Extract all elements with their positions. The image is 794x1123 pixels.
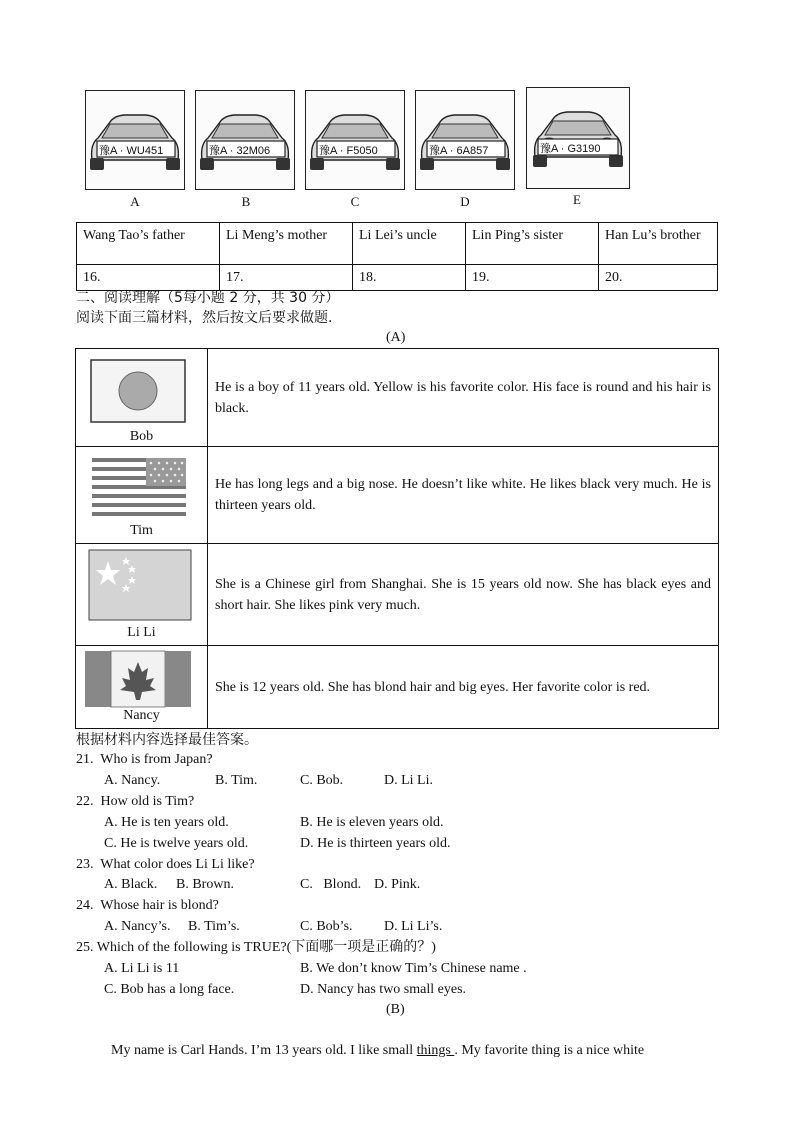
part-b-label: (B) (386, 1002, 405, 1017)
option[interactable]: B. We don’t know Tim’s Chinese name . (300, 961, 527, 976)
person-cell: Han Lu’s brother (599, 223, 718, 265)
profile-row (76, 349, 718, 447)
profile-name: Li Li (127, 625, 156, 640)
plate-d: 豫A · 6A857 (429, 145, 489, 157)
car-letter-a: A (130, 194, 140, 209)
person-cell: Wang Tao’s father (77, 223, 220, 265)
profile-name: Nancy (123, 708, 160, 723)
question-25: 25. Which of the following is TRUE?(下面哪一项是正确的？) (76, 940, 436, 955)
option[interactable]: D. Nancy has two small eyes. (300, 982, 467, 997)
plate-e: 豫A · G3190 (540, 143, 601, 155)
option[interactable]: B. Brown. (176, 877, 234, 892)
choose-prompt: 根据材料内容选择最佳答案。 (76, 732, 258, 748)
plate-b: 豫A · 32M06 (209, 145, 271, 157)
question-22: 22. How old is Tim? (76, 794, 195, 809)
instruction-text: 阅读下面三篇材料，然后按文后要求做题. (76, 310, 333, 326)
profile-name: Tim (130, 523, 153, 538)
passage-text: . My favorite thing is a nice white (454, 1043, 645, 1058)
profile-description: She is a Chinese girl from Shanghai. She is 15 years old now. She has black eyes and short hair. She likes pink very much. (215, 576, 711, 613)
option[interactable]: C. He is twelve years old. (104, 836, 249, 851)
usa-flag-icon (90, 456, 188, 518)
option[interactable]: D. Li Li’s. (384, 919, 443, 934)
option[interactable]: A. Nancy. (104, 773, 161, 788)
option[interactable]: C. Bob has a long face. (104, 982, 235, 997)
option[interactable]: D. He is thirteen years old. (300, 836, 451, 851)
option[interactable]: A. Nancy’s. (104, 919, 171, 934)
answer-cell[interactable]: 20. (599, 265, 718, 291)
question-23: 23. What color does Li Li like? (76, 857, 255, 872)
profile-description: She is 12 years old. She has blond hair and big eyes. Her favorite color is red. (215, 679, 651, 695)
plate-c: 豫A · F5050 (319, 145, 378, 157)
profile-row (76, 544, 718, 646)
plate-a: 豫A · WU451 (99, 145, 164, 157)
answer-cell[interactable]: 19. (466, 265, 599, 291)
option[interactable]: C. Bob. (300, 773, 344, 788)
option[interactable]: B. Tim’s. (188, 919, 240, 934)
option[interactable]: B. He is eleven years old. (300, 815, 444, 830)
matching-table (76, 222, 718, 291)
question-24: 24. Whose hair is blond? (76, 898, 219, 913)
canada-flag-icon (84, 650, 192, 710)
japan-flag-icon (90, 359, 186, 423)
car-letter-c: C (350, 194, 360, 209)
option[interactable]: A. Li Li is 11 (104, 961, 180, 976)
car-letter-e: E (573, 192, 581, 207)
section-heading: 二、阅读理解（5每小题 2 分，共 30 分） (76, 290, 340, 306)
option[interactable]: C. Bob’s. (300, 919, 353, 934)
profile-row (76, 646, 718, 728)
profile-description: He is a boy of 11 years old. Yellow is his favorite color. His face is round and his hair is black. (215, 379, 711, 416)
question-21: 21. Who is from Japan? (76, 752, 213, 767)
option[interactable]: A. Black. (104, 877, 158, 892)
option[interactable]: D. Pink. (374, 877, 421, 892)
answer-cell[interactable]: 18. (353, 265, 466, 291)
option[interactable]: C. Blond. (300, 877, 362, 892)
profile-name: Bob (129, 429, 154, 444)
car-letter-d: D (460, 194, 470, 209)
passage-text: My name is Carl Hands. I’m 13 years old. I like small (111, 1043, 417, 1058)
option[interactable]: B. Tim. (215, 773, 258, 788)
profile-row (76, 447, 718, 544)
china-flag-icon (88, 549, 192, 621)
answer-cell[interactable]: 16. (77, 265, 220, 291)
answer-cell[interactable]: 17. (220, 265, 353, 291)
profile-description: He has long legs and a big nose. He doesn’t like white. He likes black very much. He is thirteen years old. (215, 477, 711, 513)
passage-b-first-line (104, 1021, 644, 1061)
part-a-label: (A) (386, 330, 406, 345)
person-cell: Lin Ping’s sister (466, 223, 599, 265)
person-cell: Li Lei’s uncle (353, 223, 466, 265)
car-letter-b: B (241, 194, 251, 209)
underlined-word: things (416, 1043, 455, 1058)
profiles-table (75, 348, 719, 729)
option[interactable]: D. Li Li. (384, 773, 433, 788)
car-drawings (0, 0, 794, 200)
option[interactable]: A. He is ten years old. (104, 815, 229, 830)
person-cell: Li Meng’s mother (220, 223, 353, 265)
